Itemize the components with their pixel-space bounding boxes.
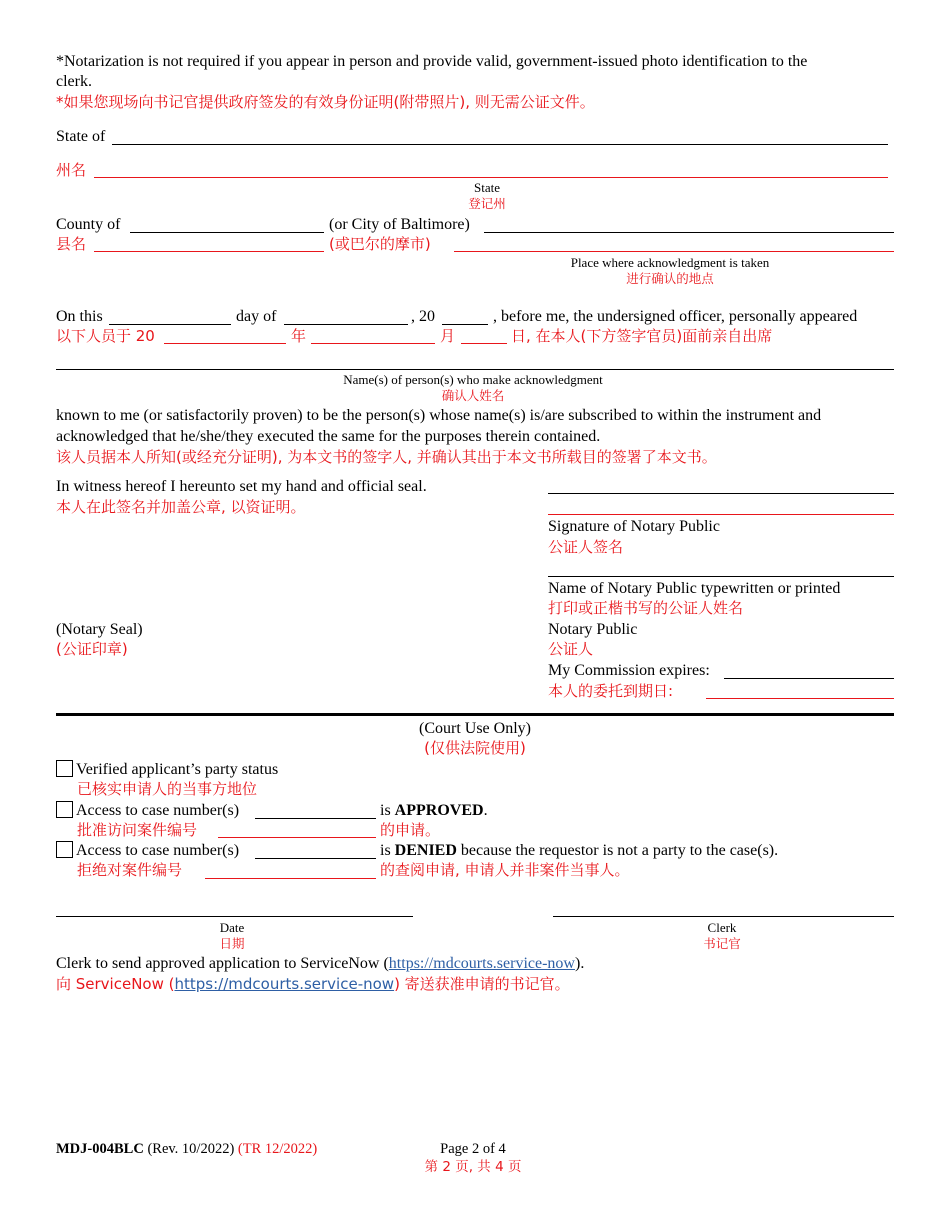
approved-word: APPROVED: [394, 802, 484, 819]
notarization-note-zh: *如果您现场向书记官提供政府签发的有效身份证明(附带照片), 则无需公证文件。: [56, 93, 595, 111]
notary-name-field[interactable]: [548, 576, 894, 577]
notary-name-label-zh: 打印或正楷书写的公证人姓名: [548, 599, 744, 617]
approved-status: [380, 801, 488, 821]
clerk-field[interactable]: [553, 916, 894, 917]
year-prefix-label: , 20: [411, 308, 435, 325]
form-id-line: [56, 1140, 317, 1158]
verified-party-label-zh: 已核实申请人的当事方地位: [77, 780, 258, 798]
place-field-zh[interactable]: [454, 251, 894, 252]
notary-signature-field[interactable]: [548, 493, 894, 494]
state-caption-zh: 登记州: [468, 196, 506, 211]
verified-party-label: Verified applicant’s party status: [76, 761, 279, 778]
clerk-caption-zh: 书记官: [703, 936, 741, 951]
notary-seal-label-zh: (公证印章): [56, 640, 128, 658]
place-caption: Place where acknowledgment is taken: [570, 255, 770, 270]
denied-word: DENIED: [394, 842, 457, 859]
notary-name-label: Name of Notary Public typewritten or printed: [548, 580, 841, 597]
date-zh-suffix: 日, 在本人(下方签字官员)面前亲自出席: [511, 327, 773, 345]
denied-checkbox[interactable]: [56, 841, 73, 858]
court-use-header-zh: (仅供法院使用): [424, 739, 526, 757]
county-label: County of: [56, 216, 121, 233]
notary-signature-field-zh[interactable]: [548, 514, 894, 515]
denied-status: [380, 841, 778, 861]
denied-case-number-field[interactable]: [255, 858, 376, 859]
servicenow-prefix: Clerk to send approved application to ServiceNow (: [56, 955, 389, 972]
commission-field-zh[interactable]: [706, 698, 894, 699]
witness-text: In witness hereof I hereunto set my hand and official seal.: [56, 478, 427, 495]
denied-suffix-zh: 的查阅申请, 申请人并非案件当事人。: [380, 861, 630, 879]
witness-text-zh: 本人在此签名并加盖公章, 以资证明。: [56, 498, 306, 516]
month-field-zh[interactable]: [311, 343, 435, 344]
known-line1: known to me (or satisfactorily proven) to be the person(s) whose name(s) is/are subscribed to within the instrument and: [56, 407, 822, 424]
servicenow-link-zh[interactable]: https://mdcourts.service-now: [174, 975, 395, 993]
commission-field[interactable]: [724, 678, 894, 679]
form-id: MDJ-004BLC: [56, 1141, 144, 1157]
denied-case-number-field-zh[interactable]: [205, 878, 376, 879]
notary-public-label: Notary Public: [548, 621, 638, 638]
date-zh-year: 年: [291, 327, 307, 345]
approved-case-number-field-zh[interactable]: [218, 837, 376, 838]
date-zh-prefix: 以下人员于 20: [56, 327, 155, 345]
on-this-label: On this: [56, 308, 103, 325]
persons-caption-zh: 确认人姓名: [441, 388, 505, 403]
form-tr: (TR 12/2022): [237, 1141, 318, 1157]
city-baltimore-label-zh: (或巴尔的摩市): [329, 235, 431, 253]
notary-signature-label-zh: 公证人签名: [548, 538, 624, 556]
approved-is: is: [380, 802, 391, 819]
approved-period: .: [483, 802, 488, 819]
court-use-header: (Court Use Only): [419, 720, 531, 737]
servicenow-suffix: ).: [574, 955, 585, 972]
month-field[interactable]: [284, 324, 408, 325]
approved-access-label: Access to case number(s): [76, 802, 240, 819]
known-zh: 该人员据本人所知(或经充分证明), 为本文书的签字人, 并确认其出于本文书所载目的签署了本文书。: [56, 448, 717, 466]
approved-label-zh: 批准访问案件编号: [77, 821, 198, 839]
denied-is: is: [380, 842, 391, 859]
persons-field[interactable]: [56, 369, 894, 370]
denied-access-label: Access to case number(s): [76, 842, 240, 859]
approved-checkbox[interactable]: [56, 801, 73, 818]
servicenow-line-zh: [56, 974, 570, 994]
denied-label-zh: 拒绝对案件编号: [77, 861, 183, 879]
day-field-zh[interactable]: [461, 343, 507, 344]
form-rev: (Rev. 10/2022): [147, 1141, 235, 1157]
notary-public-label-zh: 公证人: [548, 640, 594, 658]
approved-suffix-zh: 的申请。: [380, 821, 441, 839]
before-me-label: , before me, the undersigned officer, personally appeared: [493, 308, 858, 325]
county-field-zh[interactable]: [94, 251, 324, 252]
state-field[interactable]: [112, 144, 888, 145]
year-field-zh[interactable]: [164, 343, 286, 344]
denied-reason: because the requestor is not a party to the case(s).: [460, 842, 779, 859]
commission-label: My Commission expires:: [548, 662, 710, 679]
servicenow-zh-prefix: 向 ServiceNow (: [56, 975, 175, 993]
date-field[interactable]: [56, 916, 413, 917]
known-line2: acknowledged that he/she/they executed the same for the purposes therein contained.: [56, 428, 601, 445]
state-field-zh[interactable]: [94, 177, 888, 178]
servicenow-link[interactable]: https://mdcourts.service-now: [388, 955, 575, 972]
county-label-zh: 县名: [56, 235, 87, 253]
city-baltimore-label: (or City of Baltimore): [329, 216, 470, 233]
state-caption: State: [474, 180, 500, 195]
servicenow-zh-suffix: ) 寄送获准申请的书记官。: [394, 975, 570, 993]
page-number-zh: 第 2 页, 共 4 页: [424, 1159, 522, 1175]
notary-signature-label: Signature of Notary Public: [548, 518, 720, 535]
date-caption: Date: [219, 920, 245, 935]
clerk-caption: Clerk: [707, 920, 737, 935]
year-field[interactable]: [442, 324, 488, 325]
approved-case-number-field[interactable]: [255, 818, 376, 819]
servicenow-line: [56, 954, 584, 974]
county-field[interactable]: [130, 232, 324, 233]
notary-seal-label: (Notary Seal): [56, 621, 143, 638]
persons-caption: Name(s) of person(s) who make acknowledgment: [343, 372, 603, 387]
court-use-divider: [56, 713, 894, 716]
notarization-note-line2: clerk.: [56, 73, 92, 90]
page-number: Page 2 of 4: [440, 1141, 506, 1157]
date-zh-month: 月: [440, 327, 456, 345]
date-caption-zh: 日期: [219, 936, 245, 951]
place-field[interactable]: [484, 232, 894, 233]
day-of-label: day of: [236, 308, 277, 325]
state-label: State of: [56, 128, 106, 145]
verified-party-checkbox[interactable]: [56, 760, 73, 777]
place-caption-zh: 进行确认的地点: [626, 271, 714, 286]
state-label-zh: 州名: [56, 161, 87, 179]
commission-label-zh: 本人的委托到期日:: [548, 682, 674, 700]
notarization-note-line1: *Notarization is not required if you appear in person and provide valid, government-issued photo identification to the: [56, 53, 808, 70]
day-field[interactable]: [109, 324, 231, 325]
